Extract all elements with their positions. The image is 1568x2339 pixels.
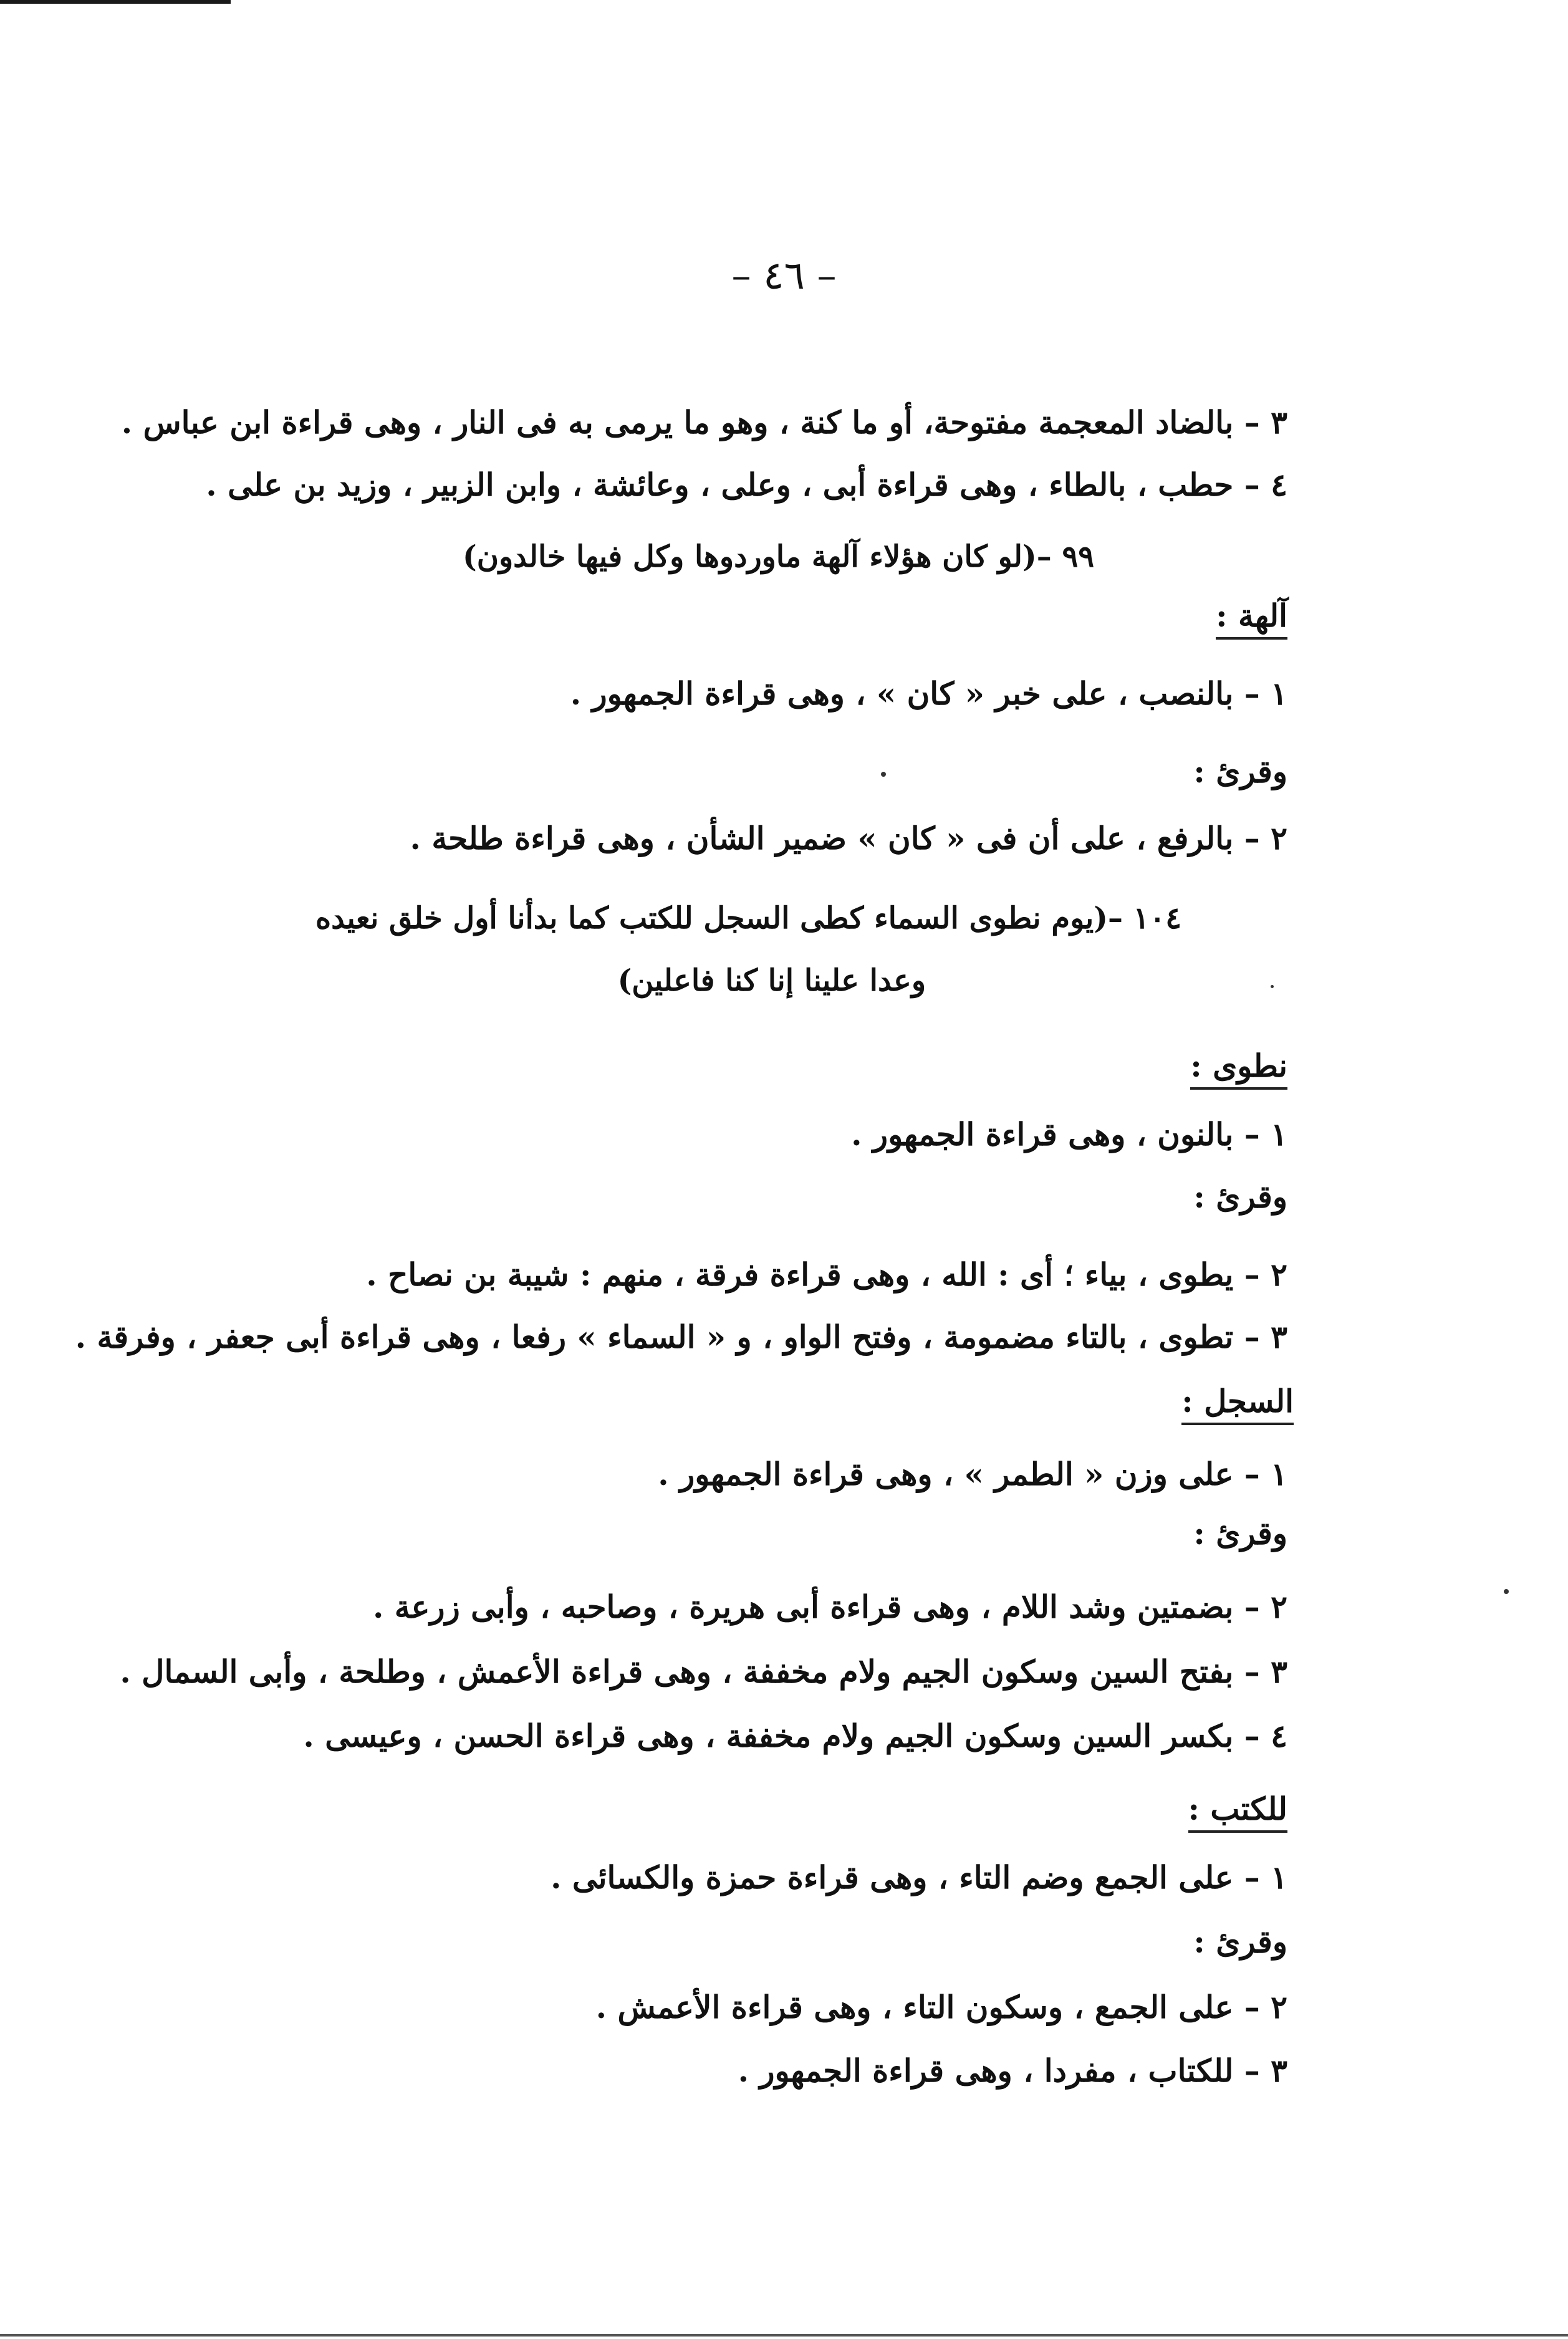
bottom-rule: [0, 2334, 1568, 2337]
text-line: ٢ – بالرفع ، على أن فى « كان » ضمير الشأن ، وهى قراءة طلحة .: [410, 820, 1287, 857]
text-line: ٢ – يطوى ، بياء ؛ أى : الله ، وهى قراءة فرقة ، منهم : شيبة بن نصاح .: [366, 1256, 1287, 1293]
text-line: ٣ – بفتح السين وسكون الجيم ولام مخففة ، وهى قراءة الأعمش ، وطلحة ، وأبى السمال .: [120, 1653, 1287, 1690]
scan-speck: [881, 772, 886, 777]
top-rule: [0, 0, 231, 4]
text-line: ٢ – بضمتين وشد اللام ، وهى قراءة أبى هريرة ، وصاحبه ، وأبى زرعة .: [372, 1588, 1287, 1625]
text-line: وقرئ :: [1193, 1923, 1287, 1960]
section-heading: السجل :: [1181, 1383, 1294, 1425]
text-line: وقرئ :: [1193, 1178, 1287, 1215]
verse-line: وعدا علينا إنا كنا فاعلين): [617, 963, 926, 998]
verse-line: ٩٩ –(لو كان هؤلاء آلهة ماوردوها وكل فيها خالدون): [463, 539, 1094, 574]
section-heading: نطوى :: [1190, 1047, 1287, 1090]
verse-line: ١٠٤ –(يوم نطوى السماء كطى السجل للكتب كما بدأنا أول خلق نعيده: [315, 901, 1181, 936]
text-line: ١ – بالنون ، وهى قراءة الجمهور .: [851, 1116, 1287, 1153]
text-line: ٢ – على الجمع ، وسكون التاء ، وهى قراءة الأعمش .: [595, 1989, 1287, 2025]
text-line: ١ – على الجمع وضم التاء ، وهى قراءة حمزة والكسائى .: [551, 1859, 1287, 1896]
page-number: – ٤٦ –: [731, 252, 837, 298]
text-line: ٣ – بالضاد المعجمة مفتوحة، أو ما كنة ، وهو ما يرمى به فى النار ، وهى قراءة ابن عباس .: [121, 404, 1287, 441]
text-line: ٣ – تطوى ، بالتاء مضمومة ، وفتح الواو ، و « السماء » رفعا ، وهى قراءة أبى جعفر ، وفرقة .: [75, 1318, 1287, 1355]
section-heading: للكتب :: [1188, 1790, 1287, 1833]
text-line: ٤ – بكسر السين وسكون الجيم ولام مخففة ، وهى قراءة الحسن ، وعيسى .: [303, 1717, 1287, 1754]
text-line: ١ – بالنصب ، على خبر « كان » ، وهى قراءة الجمهور .: [570, 675, 1287, 712]
scan-speck: [1271, 985, 1274, 988]
section-heading: آلهة :: [1216, 597, 1287, 640]
text-line: ٤ – حطب ، بالطاء ، وهى قراءة أبى ، وعلى ، وعائشة ، وابن الزبير ، وزيد بن على .: [206, 466, 1287, 503]
scan-speck: [1504, 1589, 1509, 1594]
text-line: وقرئ :: [1193, 753, 1287, 790]
text-line: ١ – على وزن « الطمر » ، وهى قراءة الجمهور .: [658, 1456, 1287, 1492]
text-line: وقرئ :: [1193, 1515, 1287, 1552]
text-line: ٣ – للكتاب ، مفردا ، وهى قراءة الجمهور .: [738, 2052, 1287, 2089]
